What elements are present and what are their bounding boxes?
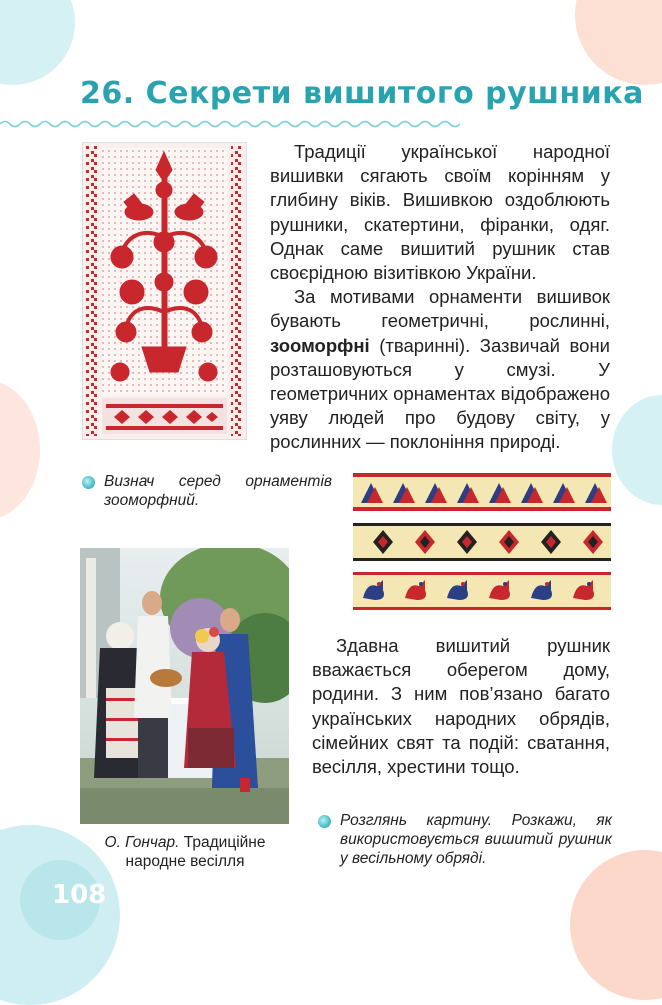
intro-text (270, 140, 610, 455)
corner-blob-bottom-right (570, 850, 662, 1000)
side-blob-left (0, 380, 40, 520)
embroidered-towel-image (82, 142, 247, 440)
task-identify-zoomorphic: Визнач серед орнаментів зооморфний. (104, 473, 332, 509)
towel-amulet-paragraph: Здавна вишитий рушник вважається оберегом дому, родини. З ним пов’язано багато українських народних обрядів, сімейних свят та подій: сватання, весілля, хрестини тощо. (312, 635, 610, 778)
wedding-painting-image (80, 548, 289, 824)
task-examine-painting: Розглянь картину. Розкажи, як використовується вишитий рушник у весільному обряді. (340, 812, 612, 867)
ornament-strip-3-zoomorphic (353, 572, 611, 610)
painting-title: Традиційне народне весілля (125, 834, 266, 870)
side-blob-right (612, 395, 662, 505)
page-number: 108 (52, 880, 107, 910)
zoomorphic-term: зооморфні (270, 334, 370, 356)
painting-author: О. Гончар. (104, 834, 180, 851)
wave-divider-icon (0, 118, 460, 130)
ornament-strip-2 (353, 523, 611, 561)
bullet-dot-icon (318, 815, 331, 828)
intro-paragraph-2: За мотивами орнаменти вишивок бувають геометричні, рослинні, зооморфні (тваринні). Зазвичай вони розташовуються у смузі. У геометричних орнаментах відображено уяву людей про будову світу, у рослинних — поклоніння природі. (270, 286, 610, 453)
painting-caption (80, 833, 290, 871)
lesson-number: 26. (80, 76, 135, 111)
bullet-dot-icon (82, 476, 95, 489)
ornament-strip-1 (353, 473, 611, 511)
lesson-title: Секрети вишитого рушника (145, 76, 644, 111)
corner-blob-top-right (575, 0, 662, 85)
corner-blob-top-left (0, 0, 75, 85)
intro-paragraph-1: Традиції української народної вишивки сягають своїм корінням у глибину віків. Вишивкою оздоблюють рушники, скатертини, фіранки, одяг. Однак саме вишитий рушник став своєрідною візитівкою України. (270, 141, 610, 284)
page-title (80, 76, 644, 111)
towel-amulet-text (312, 634, 610, 779)
